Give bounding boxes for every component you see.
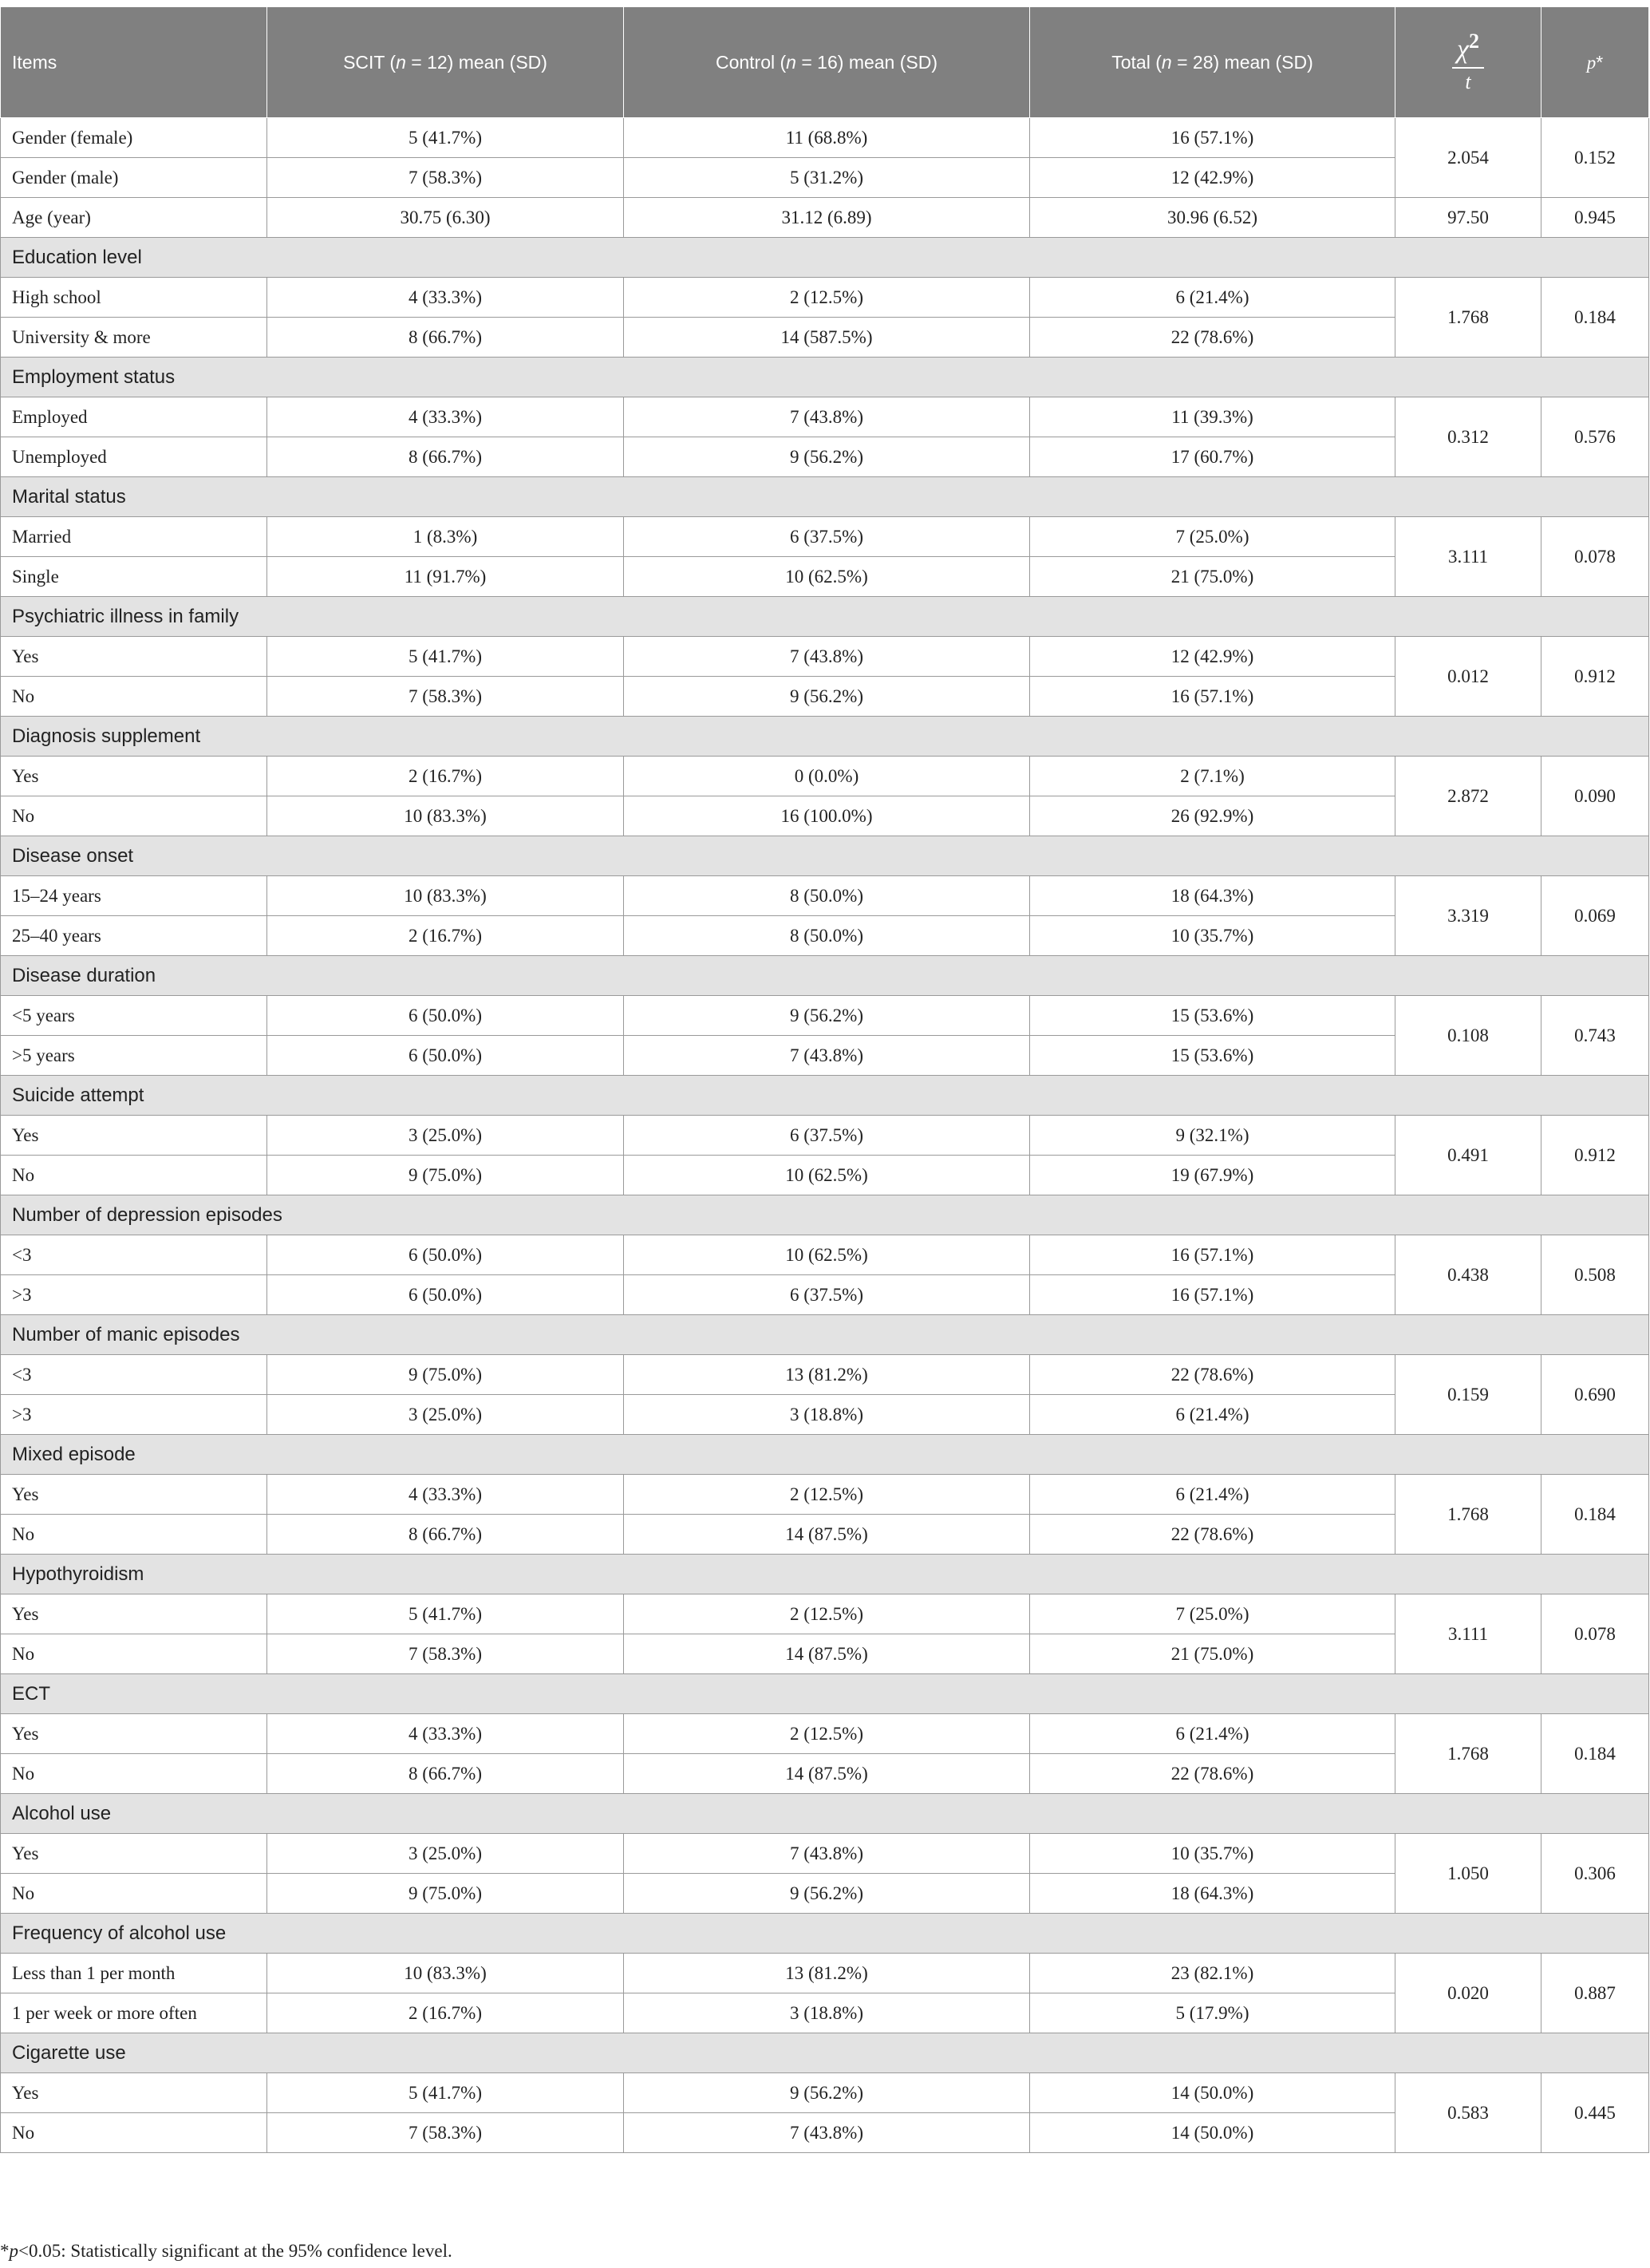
statistic-value: 0.491 — [1395, 1116, 1541, 1195]
table-row — [1, 118, 1649, 158]
statistic-value: 0.438 — [1395, 1235, 1541, 1315]
table-row — [1, 397, 1649, 437]
control-value: 7 (43.8%) — [624, 1834, 1030, 1874]
section-header-row — [1, 1435, 1649, 1475]
scit-value: 10 (83.3%) — [267, 1954, 624, 1993]
table-body — [1, 118, 1649, 2153]
p-value: 0.184 — [1541, 1475, 1649, 1555]
statistic-value: 0.312 — [1395, 397, 1541, 477]
table-row — [1, 1355, 1649, 1395]
control-value: 9 (56.2%) — [624, 437, 1030, 477]
p-value: 0.184 — [1541, 1714, 1649, 1794]
row-label: 1 per week or more often — [1, 1993, 267, 2033]
total-value: 17 (60.7%) — [1030, 437, 1395, 477]
row-label: High school — [1, 278, 267, 318]
control-value: 5 (31.2%) — [624, 158, 1030, 198]
row-label: No — [1, 1515, 267, 1555]
table-row — [1, 1834, 1649, 1874]
section-title: Hypothyroidism — [1, 1555, 1649, 1594]
scit-value: 11 (91.7%) — [267, 557, 624, 597]
control-value: 9 (56.2%) — [624, 996, 1030, 1036]
scit-value: 8 (66.7%) — [267, 437, 624, 477]
row-label: Yes — [1, 1594, 267, 1634]
section-title: Disease duration — [1, 956, 1649, 996]
scit-value: 9 (75.0%) — [267, 1874, 624, 1914]
control-value: 10 (62.5%) — [624, 1235, 1030, 1275]
section-header-row — [1, 1674, 1649, 1714]
p-value: 0.576 — [1541, 397, 1649, 477]
total-value: 22 (78.6%) — [1030, 1355, 1395, 1395]
row-label: No — [1, 1754, 267, 1794]
total-value: 12 (42.9%) — [1030, 158, 1395, 198]
total-value: 5 (17.9%) — [1030, 1993, 1395, 2033]
total-value: 16 (57.1%) — [1030, 1275, 1395, 1315]
control-value: 14 (87.5%) — [624, 1515, 1030, 1555]
total-value: 30.96 (6.52) — [1030, 198, 1395, 238]
scit-value: 8 (66.7%) — [267, 1754, 624, 1794]
control-value: 16 (100.0%) — [624, 796, 1030, 836]
control-value: 9 (56.2%) — [624, 1874, 1030, 1914]
scit-value: 7 (58.3%) — [267, 2113, 624, 2153]
total-value: 6 (21.4%) — [1030, 1714, 1395, 1754]
section-title: Employment status — [1, 358, 1649, 397]
statistic-value: 3.111 — [1395, 1594, 1541, 1674]
table-row — [1, 1116, 1649, 1156]
row-label: <3 — [1, 1235, 267, 1275]
section-header-row — [1, 1914, 1649, 1954]
scit-value: 3 (25.0%) — [267, 1395, 624, 1435]
row-label: <5 years — [1, 996, 267, 1036]
section-title: Mixed episode — [1, 1435, 1649, 1475]
row-label: No — [1, 2113, 267, 2153]
scit-value: 30.75 (6.30) — [267, 198, 624, 238]
table-row — [1, 1235, 1649, 1275]
total-value: 10 (35.7%) — [1030, 1834, 1395, 1874]
row-label: Age (year) — [1, 198, 267, 238]
control-value: 2 (12.5%) — [624, 1714, 1030, 1754]
scit-value: 3 (25.0%) — [267, 1116, 624, 1156]
control-value: 7 (43.8%) — [624, 397, 1030, 437]
row-label: Single — [1, 557, 267, 597]
row-label: Yes — [1, 2073, 267, 2113]
scit-value: 2 (16.7%) — [267, 1993, 624, 2033]
section-header-row — [1, 477, 1649, 517]
table-row — [1, 278, 1649, 318]
p-value: 0.306 — [1541, 1834, 1649, 1914]
row-label: No — [1, 1156, 267, 1195]
total-value: 18 (64.3%) — [1030, 1874, 1395, 1914]
scit-value: 2 (16.7%) — [267, 916, 624, 956]
section-title: Suicide attempt — [1, 1076, 1649, 1116]
control-value: 9 (56.2%) — [624, 2073, 1030, 2113]
control-value: 13 (81.2%) — [624, 1355, 1030, 1395]
control-value: 8 (50.0%) — [624, 916, 1030, 956]
section-header-row — [1, 1076, 1649, 1116]
row-label: No — [1, 1874, 267, 1914]
scit-value: 6 (50.0%) — [267, 1275, 624, 1315]
section-title: Alcohol use — [1, 1794, 1649, 1834]
row-label: Unemployed — [1, 437, 267, 477]
row-label: Gender (male) — [1, 158, 267, 198]
row-label: No — [1, 1634, 267, 1674]
statistic-value: 97.50 — [1395, 198, 1541, 238]
control-value: 10 (62.5%) — [624, 557, 1030, 597]
total-value: 22 (78.6%) — [1030, 1515, 1395, 1555]
header-statistic: $\chi^2$ t — [1395, 7, 1541, 118]
section-header-row — [1, 956, 1649, 996]
control-value: 6 (37.5%) — [624, 517, 1030, 557]
control-value: 14 (87.5%) — [624, 1634, 1030, 1674]
row-label: Yes — [1, 1714, 267, 1754]
p-value: 0.090 — [1541, 757, 1649, 836]
statistic-value: 0.583 — [1395, 2073, 1541, 2153]
total-value: 15 (53.6%) — [1030, 996, 1395, 1036]
p-value: 0.078 — [1541, 517, 1649, 597]
statistic-value: 3.111 — [1395, 517, 1541, 597]
scit-value: 6 (50.0%) — [267, 1036, 624, 1076]
table-row — [1, 1714, 1649, 1754]
scit-value: 4 (33.3%) — [267, 397, 624, 437]
table-row — [1, 2073, 1649, 2113]
header-p-value: p* — [1541, 7, 1649, 118]
scit-value: 6 (50.0%) — [267, 1235, 624, 1275]
section-title: Frequency of alcohol use — [1, 1914, 1649, 1954]
row-label: Yes — [1, 637, 267, 677]
control-value: 2 (12.5%) — [624, 1594, 1030, 1634]
control-value: 3 (18.8%) — [624, 1993, 1030, 2033]
section-title: Number of manic episodes — [1, 1315, 1649, 1355]
section-header-row — [1, 1555, 1649, 1594]
control-value: 7 (43.8%) — [624, 2113, 1030, 2153]
scit-value: 8 (66.7%) — [267, 318, 624, 358]
scit-value: 9 (75.0%) — [267, 1355, 624, 1395]
table-container — [0, 6, 1648, 2153]
header-total: Total (n = 28) mean (SD) — [1030, 7, 1395, 118]
section-title: Diagnosis supplement — [1, 717, 1649, 757]
table-row — [1, 757, 1649, 796]
p-value: 0.743 — [1541, 996, 1649, 1076]
table-row — [1, 637, 1649, 677]
statistic-value: 1.768 — [1395, 278, 1541, 358]
control-value: 8 (50.0%) — [624, 876, 1030, 916]
scit-value: 5 (41.7%) — [267, 118, 624, 158]
section-title: Psychiatric illness in family — [1, 597, 1649, 637]
row-label: Employed — [1, 397, 267, 437]
control-value: 14 (587.5%) — [624, 318, 1030, 358]
total-value: 19 (67.9%) — [1030, 1156, 1395, 1195]
control-value: 14 (87.5%) — [624, 1754, 1030, 1794]
p-value: 0.690 — [1541, 1355, 1649, 1435]
scit-value: 5 (41.7%) — [267, 1594, 624, 1634]
p-value: 0.152 — [1541, 118, 1649, 198]
section-header-row — [1, 2033, 1649, 2073]
header-control: Control (n = 16) mean (SD) — [624, 7, 1030, 118]
statistic-value: 1.050 — [1395, 1834, 1541, 1914]
total-value: 11 (39.3%) — [1030, 397, 1395, 437]
demographics-table — [0, 6, 1649, 2153]
row-label: Yes — [1, 1116, 267, 1156]
scit-value: 8 (66.7%) — [267, 1515, 624, 1555]
total-value: 6 (21.4%) — [1030, 1475, 1395, 1515]
p-value: 0.912 — [1541, 1116, 1649, 1195]
statistic-value: 0.108 — [1395, 996, 1541, 1076]
table-row — [1, 517, 1649, 557]
scit-value: 6 (50.0%) — [267, 996, 624, 1036]
header-scit: SCIT (n = 12) mean (SD) — [267, 7, 624, 118]
p-value: 0.887 — [1541, 1954, 1649, 2033]
scit-value: 2 (16.7%) — [267, 757, 624, 796]
statistic-value: 0.020 — [1395, 1954, 1541, 2033]
total-value: 7 (25.0%) — [1030, 517, 1395, 557]
control-value: 13 (81.2%) — [624, 1954, 1030, 1993]
section-header-row — [1, 238, 1649, 278]
row-label: Gender (female) — [1, 118, 267, 158]
total-value: 12 (42.9%) — [1030, 637, 1395, 677]
total-value: 23 (82.1%) — [1030, 1954, 1395, 1993]
row-label: 25–40 years — [1, 916, 267, 956]
p-value: 0.184 — [1541, 278, 1649, 358]
control-value: 2 (12.5%) — [624, 278, 1030, 318]
row-label: 15–24 years — [1, 876, 267, 916]
control-value: 10 (62.5%) — [624, 1156, 1030, 1195]
table-row — [1, 1475, 1649, 1515]
total-value: 14 (50.0%) — [1030, 2113, 1395, 2153]
total-value: 21 (75.0%) — [1030, 1634, 1395, 1674]
statistic-value: 0.012 — [1395, 637, 1541, 717]
control-value: 11 (68.8%) — [624, 118, 1030, 158]
total-value: 14 (50.0%) — [1030, 2073, 1395, 2113]
scit-value: 7 (58.3%) — [267, 158, 624, 198]
statistic-value: 2.054 — [1395, 118, 1541, 198]
row-label: <3 — [1, 1355, 267, 1395]
control-value: 31.12 (6.89) — [624, 198, 1030, 238]
control-value: 0 (0.0%) — [624, 757, 1030, 796]
section-title: Number of depression episodes — [1, 1195, 1649, 1235]
table-header — [1, 7, 1649, 118]
total-value: 18 (64.3%) — [1030, 876, 1395, 916]
scit-value: 7 (58.3%) — [267, 677, 624, 717]
total-value: 16 (57.1%) — [1030, 677, 1395, 717]
section-title: ECT — [1, 1674, 1649, 1714]
scit-value: 9 (75.0%) — [267, 1156, 624, 1195]
scit-value: 1 (8.3%) — [267, 517, 624, 557]
control-value: 3 (18.8%) — [624, 1395, 1030, 1435]
table-row — [1, 996, 1649, 1036]
section-header-row — [1, 836, 1649, 876]
row-label: University & more — [1, 318, 267, 358]
control-value: 9 (56.2%) — [624, 677, 1030, 717]
table-row — [1, 1954, 1649, 1993]
row-label: Yes — [1, 1475, 267, 1515]
statistic-value: 1.768 — [1395, 1475, 1541, 1555]
total-value: 2 (7.1%) — [1030, 757, 1395, 796]
row-label: Married — [1, 517, 267, 557]
total-value: 6 (21.4%) — [1030, 278, 1395, 318]
total-value: 16 (57.1%) — [1030, 1235, 1395, 1275]
control-value: 6 (37.5%) — [624, 1116, 1030, 1156]
scit-value: 7 (58.3%) — [267, 1634, 624, 1674]
total-value: 7 (25.0%) — [1030, 1594, 1395, 1634]
row-label: >5 years — [1, 1036, 267, 1076]
section-header-row — [1, 597, 1649, 637]
scit-value: 4 (33.3%) — [267, 278, 624, 318]
scit-value: 5 (41.7%) — [267, 637, 624, 677]
table-row — [1, 198, 1649, 238]
section-title: Education level — [1, 238, 1649, 278]
header-row — [1, 7, 1649, 118]
p-value: 0.912 — [1541, 637, 1649, 717]
statistic-value: 3.319 — [1395, 876, 1541, 956]
row-label: No — [1, 796, 267, 836]
row-label: Less than 1 per month — [1, 1954, 267, 1993]
scit-value: 10 (83.3%) — [267, 876, 624, 916]
total-value: 9 (32.1%) — [1030, 1116, 1395, 1156]
control-value: 7 (43.8%) — [624, 1036, 1030, 1076]
control-value: 7 (43.8%) — [624, 637, 1030, 677]
row-label: >3 — [1, 1395, 267, 1435]
total-value: 22 (78.6%) — [1030, 1754, 1395, 1794]
p-value: 0.078 — [1541, 1594, 1649, 1674]
total-value: 21 (75.0%) — [1030, 557, 1395, 597]
section-title: Cigarette use — [1, 2033, 1649, 2073]
section-title: Disease onset — [1, 836, 1649, 876]
table-row — [1, 876, 1649, 916]
total-value: 26 (92.9%) — [1030, 796, 1395, 836]
total-value: 16 (57.1%) — [1030, 118, 1395, 158]
section-title: Marital status — [1, 477, 1649, 517]
p-value: 0.445 — [1541, 2073, 1649, 2153]
control-value: 2 (12.5%) — [624, 1475, 1030, 1515]
section-header-row — [1, 1195, 1649, 1235]
p-value: 0.069 — [1541, 876, 1649, 956]
total-value: 6 (21.4%) — [1030, 1395, 1395, 1435]
scit-value: 4 (33.3%) — [267, 1714, 624, 1754]
scit-value: 4 (33.3%) — [267, 1475, 624, 1515]
total-value: 15 (53.6%) — [1030, 1036, 1395, 1076]
section-header-row — [1, 1315, 1649, 1355]
row-label: Yes — [1, 757, 267, 796]
scit-value: 3 (25.0%) — [267, 1834, 624, 1874]
scit-value: 10 (83.3%) — [267, 796, 624, 836]
section-header-row — [1, 1794, 1649, 1834]
header-items: Items — [1, 7, 267, 118]
control-value: 6 (37.5%) — [624, 1275, 1030, 1315]
section-header-row — [1, 717, 1649, 757]
p-value: 0.508 — [1541, 1235, 1649, 1315]
row-label: No — [1, 677, 267, 717]
p-value: 0.945 — [1541, 198, 1649, 238]
row-label: Yes — [1, 1834, 267, 1874]
statistic-value: 0.159 — [1395, 1355, 1541, 1435]
total-value: 10 (35.7%) — [1030, 916, 1395, 956]
table-footnote: *p<0.05: Statistically significant at the 95% confidence level. — [0, 2241, 452, 2261]
statistic-value: 2.872 — [1395, 757, 1541, 836]
scit-value: 5 (41.7%) — [267, 2073, 624, 2113]
row-label: >3 — [1, 1275, 267, 1315]
table-row — [1, 1594, 1649, 1634]
statistic-value: 1.768 — [1395, 1714, 1541, 1794]
section-header-row — [1, 358, 1649, 397]
total-value: 22 (78.6%) — [1030, 318, 1395, 358]
